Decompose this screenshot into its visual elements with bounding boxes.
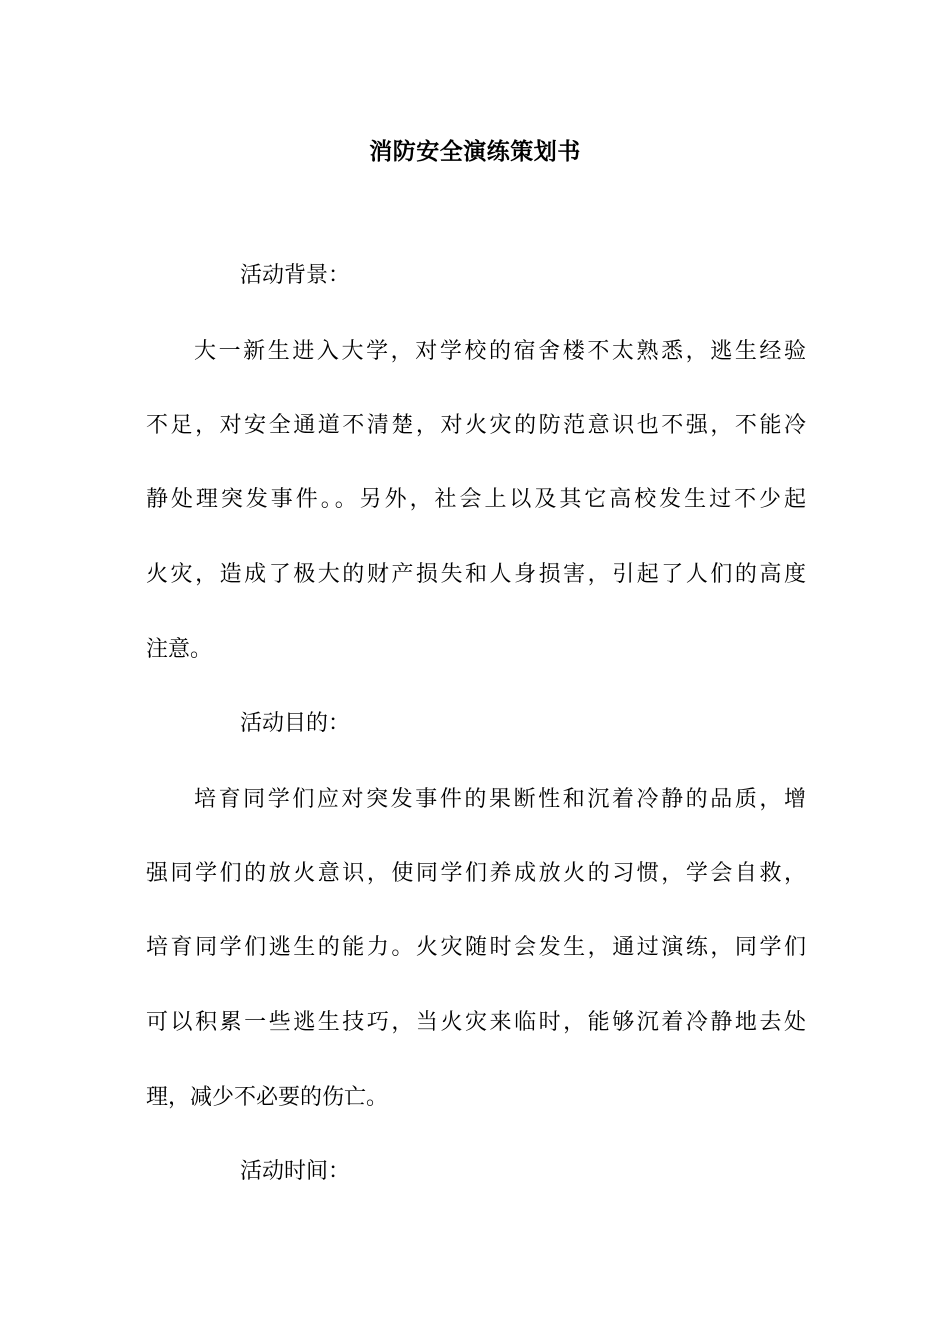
paragraph-line: 理，减少不必要的伤亡。 xyxy=(146,1085,389,1110)
paragraph-line: 火灾，造成了极大的财产损失和人身损害，引起了人们的高度 xyxy=(146,562,806,587)
section-heading-purpose: 活动目的： xyxy=(240,711,351,736)
document-title: 消防安全演练策划书 xyxy=(369,138,581,165)
section-heading-time: 活动时间： xyxy=(240,1159,351,1184)
paragraph-line: 大一新生进入大学，对学校的宿舍楼不太熟悉，逃生经验 xyxy=(194,339,806,364)
paragraph-line: 培育同学们逃生的能力。火灾随时会发生，通过演练，同学们 xyxy=(146,935,806,960)
paragraph-line: 静处理突发事件。。另外，社会上以及其它高校发生过不少起 xyxy=(146,487,806,512)
paragraph-line: 强同学们的放火意识，使同学们养成放火的习惯，学会自救， xyxy=(146,861,806,886)
paragraph-line: 培育同学们应对突发事件的果断性和沉着冷静的品质，增 xyxy=(194,787,806,812)
paragraph-line: 注意。 xyxy=(146,637,213,662)
section-heading-background: 活动背景： xyxy=(240,263,351,288)
paragraph-line: 可以积累一些逃生技巧，当火灾来临时，能够沉着冷静地去处 xyxy=(146,1010,806,1035)
paragraph-line: 不足，对安全通道不清楚，对火灾的防范意识也不强，不能冷 xyxy=(146,413,806,438)
